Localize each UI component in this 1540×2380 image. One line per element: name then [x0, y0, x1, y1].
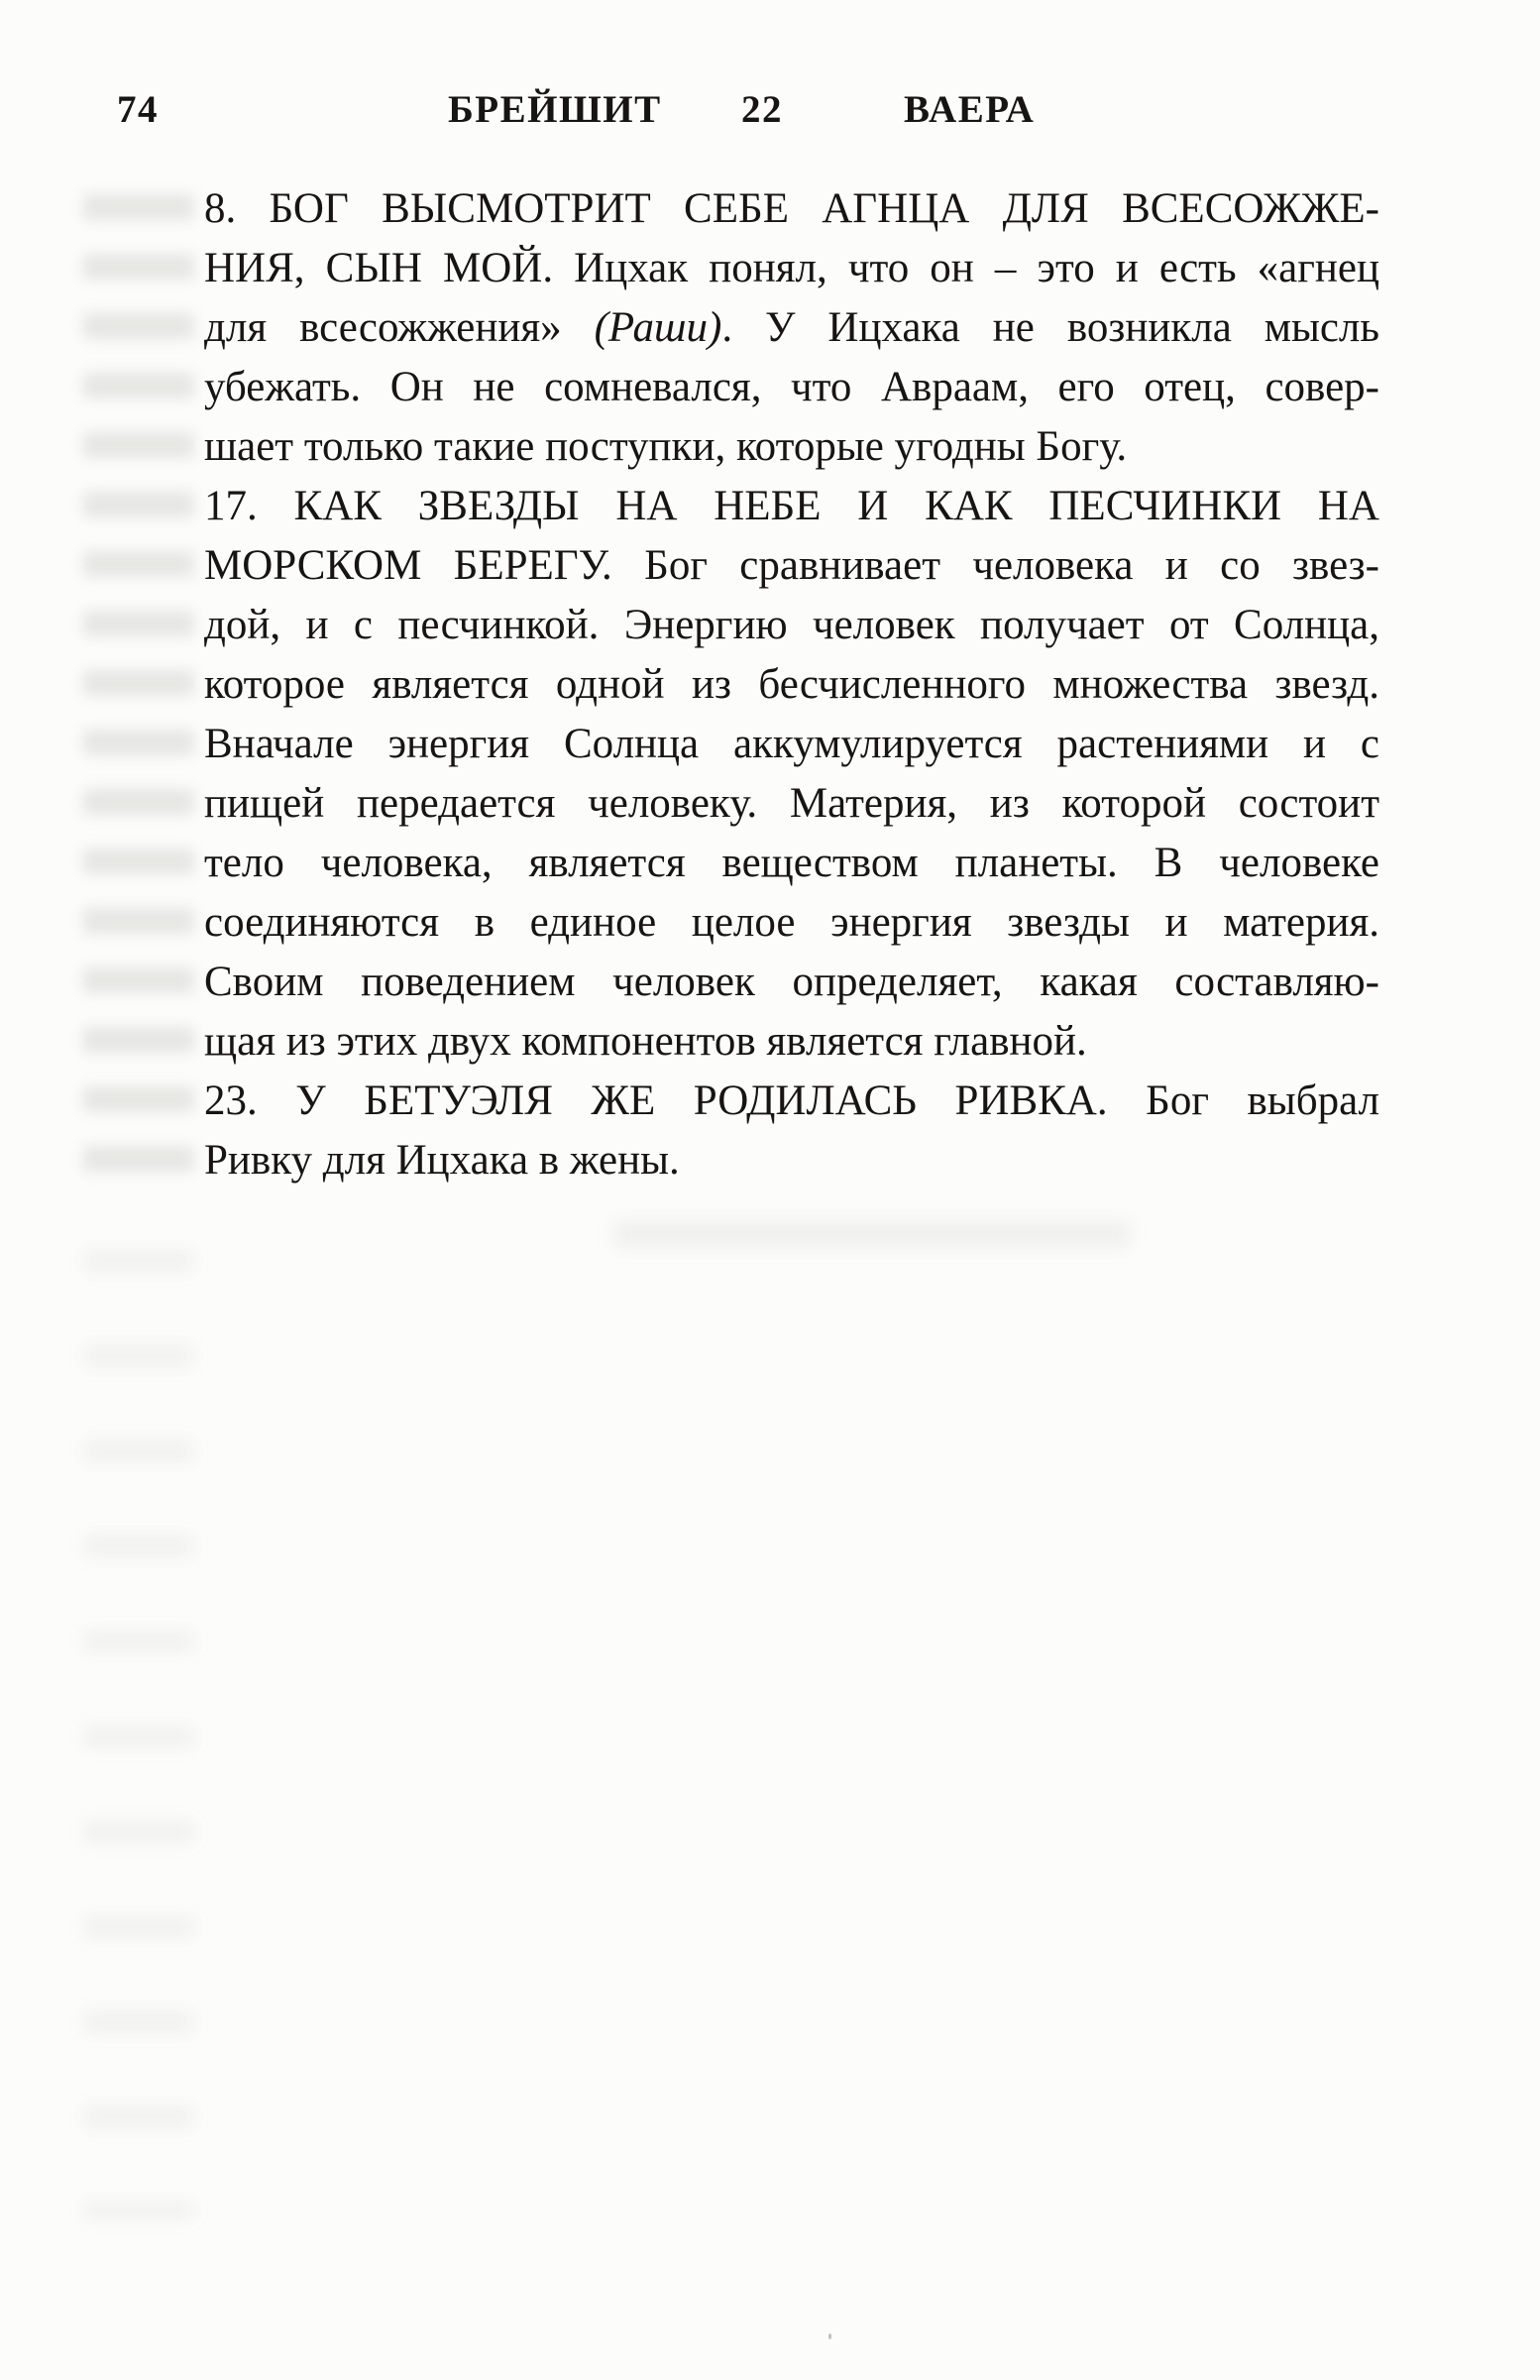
text-line: шает только такие поступки, которые угодны Богу.	[204, 423, 1128, 470]
text-line: пищей передается человеку. Материя, из которой состоит	[204, 780, 1379, 827]
text-line: МОРСКОМ БЕРЕГУ. Бог сравнивает человека и со звез-	[204, 542, 1379, 589]
commentary-text	[204, 179, 1379, 1190]
page-artifact-speck	[828, 2333, 831, 2339]
chapter-number: 22	[741, 88, 783, 131]
parsha-title: ВАЕРА	[904, 88, 1036, 131]
text-line: которое является одной из бесчисленного множества звезд.	[204, 661, 1379, 708]
page-artifact-showthrough-upper	[83, 194, 194, 1190]
book-title: БРЕЙШИТ	[448, 88, 662, 131]
text-segment: . У Ицхака не возникла мысль	[721, 304, 1379, 351]
page-artifact-showthrough-lower	[83, 1249, 194, 2220]
text-line: 23. У БЕТУЭЛЯ ЖЕ РОДИЛАСЬ РИВКА. Бог выбрал	[204, 1077, 1379, 1124]
text-line	[204, 298, 1379, 358]
text-line: тело человека, является веществом планеты. В человеке	[204, 840, 1379, 886]
text-line: 8. БОГ ВЫСМОТРИТ СЕБЕ АГНЦА ДЛЯ ВСЕСОЖЖЕ-	[204, 185, 1379, 232]
page-artifact-ghost-row	[614, 1221, 1130, 1247]
text-line: Вначале энергия Солнца аккумулируется растениями и с	[204, 721, 1379, 767]
page-header	[0, 87, 1540, 133]
text-segment: для всесожжения»	[204, 304, 595, 351]
text-line: НИЯ, СЫН МОЙ. Ицхак понял, что он – это и есть «агнец	[204, 245, 1379, 291]
text-line: соединяются в единое целое энергия звезды и материя.	[204, 899, 1379, 946]
text-line: 17. КАК ЗВЕЗДЫ НА НЕБЕ И КАК ПЕСЧИНКИ НА	[204, 483, 1379, 529]
text-line: дой, и с песчинкой. Энергию человек получает от Солнца,	[204, 602, 1379, 648]
source-citation: (Раши)	[594, 304, 722, 351]
text-line: Ривку для Ицхака в жены.	[204, 1137, 680, 1184]
text-line: Своим поведением человек определяет, какая составляю-	[204, 959, 1379, 1005]
text-line: щая из этих двух компонентов является главной.	[204, 1018, 1087, 1065]
text-line: убежать. Он не сомневался, что Авраам, его отец, совер-	[204, 364, 1379, 410]
page-number: 74	[117, 88, 159, 131]
